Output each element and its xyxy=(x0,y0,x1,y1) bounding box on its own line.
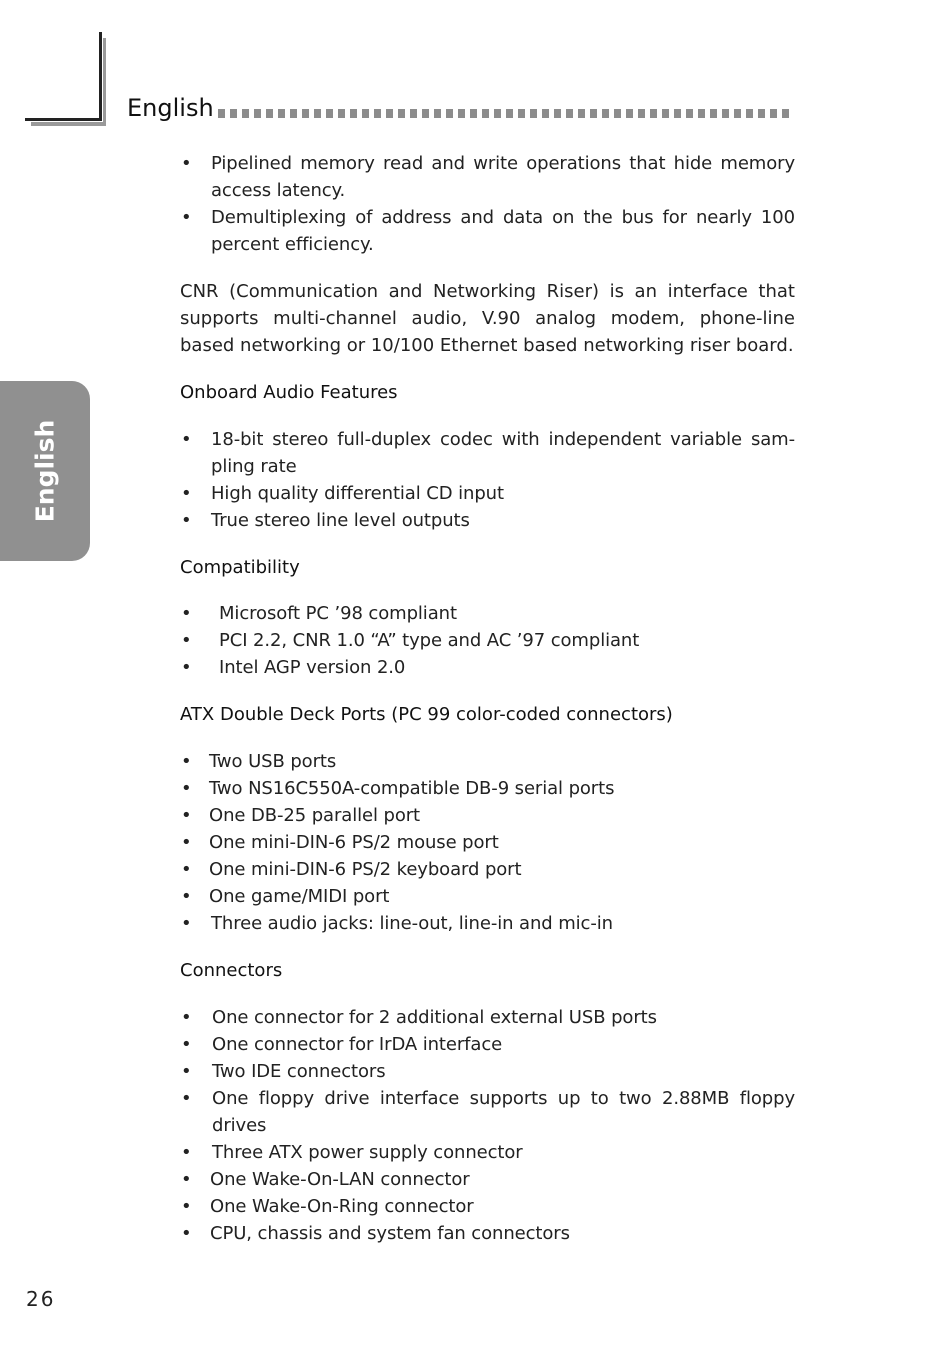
header-title: English xyxy=(127,94,214,122)
header-dotted-rule xyxy=(218,109,794,118)
section-heading-compatibility: Compatibility xyxy=(180,557,300,578)
section-heading-connectors: Connectors xyxy=(180,960,283,981)
page-content xyxy=(180,150,795,1247)
list-item xyxy=(180,910,795,937)
bullet-icon: • xyxy=(181,603,192,624)
list-item-text: True stereo line level outputs xyxy=(211,510,470,531)
bullet-icon: • xyxy=(181,1223,192,1244)
bullet-icon: • xyxy=(181,778,192,799)
list-item-text: One mini-DIN-6 PS/2 mouse port xyxy=(209,832,499,853)
list-item xyxy=(180,1139,795,1166)
list-item-text: One mini-DIN-6 PS/2 keyboard port xyxy=(209,859,522,880)
list-item-text: Three ATX power supply connector xyxy=(212,1142,523,1163)
list-item xyxy=(180,1085,795,1139)
corner-mark-horizontal xyxy=(25,118,102,121)
audio-feature-list xyxy=(180,426,795,534)
bullet-icon: • xyxy=(181,1007,192,1028)
corner-mark-shadow-horizontal xyxy=(31,122,106,126)
list-item xyxy=(180,1193,795,1220)
section-heading-atx-ports: ATX Double Deck Ports (PC 99 color-coded connectors) xyxy=(180,704,673,725)
list-item xyxy=(180,1220,795,1247)
list-item xyxy=(180,654,795,681)
list-item xyxy=(180,748,795,775)
list-item xyxy=(180,204,795,258)
connector-list xyxy=(180,1004,795,1247)
bullet-icon: • xyxy=(181,1169,192,1190)
bullet-icon: • xyxy=(181,1034,192,1055)
list-item-text: Demultiplexing of address and data on the bus for nearly 100 percent efficiency. xyxy=(211,207,795,255)
list-item-text: One floppy drive interface supports up to two 2.88MB floppy drives xyxy=(212,1088,795,1136)
list-item-text: One connector for 2 additional external USB ports xyxy=(212,1007,657,1028)
list-item xyxy=(180,775,795,802)
list-item-text: One Wake-On-Ring connector xyxy=(210,1196,474,1217)
list-item xyxy=(180,1058,795,1085)
list-item xyxy=(180,829,795,856)
list-item xyxy=(180,883,795,910)
side-tab-label: English xyxy=(30,419,60,523)
bullet-icon: • xyxy=(181,805,192,826)
list-item-text: Three audio jacks: line-out, line-in and mic-in xyxy=(211,913,613,934)
bullet-icon: • xyxy=(181,832,192,853)
list-item xyxy=(180,1031,795,1058)
list-item-text: Microsoft PC ’98 compliant xyxy=(219,603,457,624)
list-item xyxy=(180,480,795,507)
list-item xyxy=(180,1166,795,1193)
list-item xyxy=(180,1004,795,1031)
bullet-icon: • xyxy=(181,207,192,228)
intro-bullet-list xyxy=(180,150,795,258)
list-item-text: Two NS16C550A-compatible DB-9 serial ports xyxy=(209,778,615,799)
list-item-text: One Wake-On-LAN connector xyxy=(210,1169,470,1190)
list-item-text: CPU, chassis and system fan connectors xyxy=(210,1223,570,1244)
compatibility-list xyxy=(180,600,795,681)
bullet-icon: • xyxy=(181,153,192,174)
atx-port-list xyxy=(180,748,795,937)
bullet-icon: • xyxy=(181,630,192,651)
list-item-text: High quality differential CD input xyxy=(211,483,504,504)
list-item xyxy=(180,150,795,204)
bullet-icon: • xyxy=(181,1142,192,1163)
bullet-icon: • xyxy=(181,886,192,907)
list-item xyxy=(180,507,795,534)
bullet-icon: • xyxy=(181,913,192,934)
language-side-tab xyxy=(0,381,90,561)
section-heading-audio: Onboard Audio Features xyxy=(180,382,398,403)
list-item xyxy=(180,856,795,883)
list-item xyxy=(180,426,795,480)
list-item-text: PCI 2.2, CNR 1.0 “A” type and AC ’97 compliant xyxy=(219,630,640,651)
corner-mark-vertical xyxy=(99,32,102,121)
cnr-paragraph: CNR (Communication and Networking Riser) is an interface that supports multi-channel audio, V.90 analog modem, phone-line based networking or 10/100 Ethernet based networking riser board. xyxy=(180,281,795,356)
list-item-text: Intel AGP version 2.0 xyxy=(219,657,406,678)
bullet-icon: • xyxy=(181,510,192,531)
bullet-icon: • xyxy=(181,483,192,504)
list-item-text: Pipelined memory read and write operations that hide memory access latency. xyxy=(211,153,795,201)
list-item-text: One connector for IrDA interface xyxy=(212,1034,503,1055)
bullet-icon: • xyxy=(181,657,192,678)
list-item-text: 18-bit stereo full-duplex codec with independent variable sam-pling rate xyxy=(211,429,795,477)
bullet-icon: • xyxy=(181,1061,192,1082)
bullet-icon: • xyxy=(181,429,192,450)
list-item-text: One DB-25 parallel port xyxy=(209,805,420,826)
list-item-text: One game/MIDI port xyxy=(209,886,390,907)
list-item-text: Two USB ports xyxy=(209,751,337,772)
corner-mark-shadow-vertical xyxy=(103,38,106,126)
bullet-icon: • xyxy=(181,1088,192,1109)
list-item xyxy=(180,802,795,829)
page-number: 26 xyxy=(26,1287,56,1311)
list-item-text: Two IDE connectors xyxy=(212,1061,386,1082)
bullet-icon: • xyxy=(181,859,192,880)
list-item xyxy=(180,600,795,627)
list-item xyxy=(180,627,795,654)
bullet-icon: • xyxy=(181,1196,192,1217)
bullet-icon: • xyxy=(181,751,192,772)
